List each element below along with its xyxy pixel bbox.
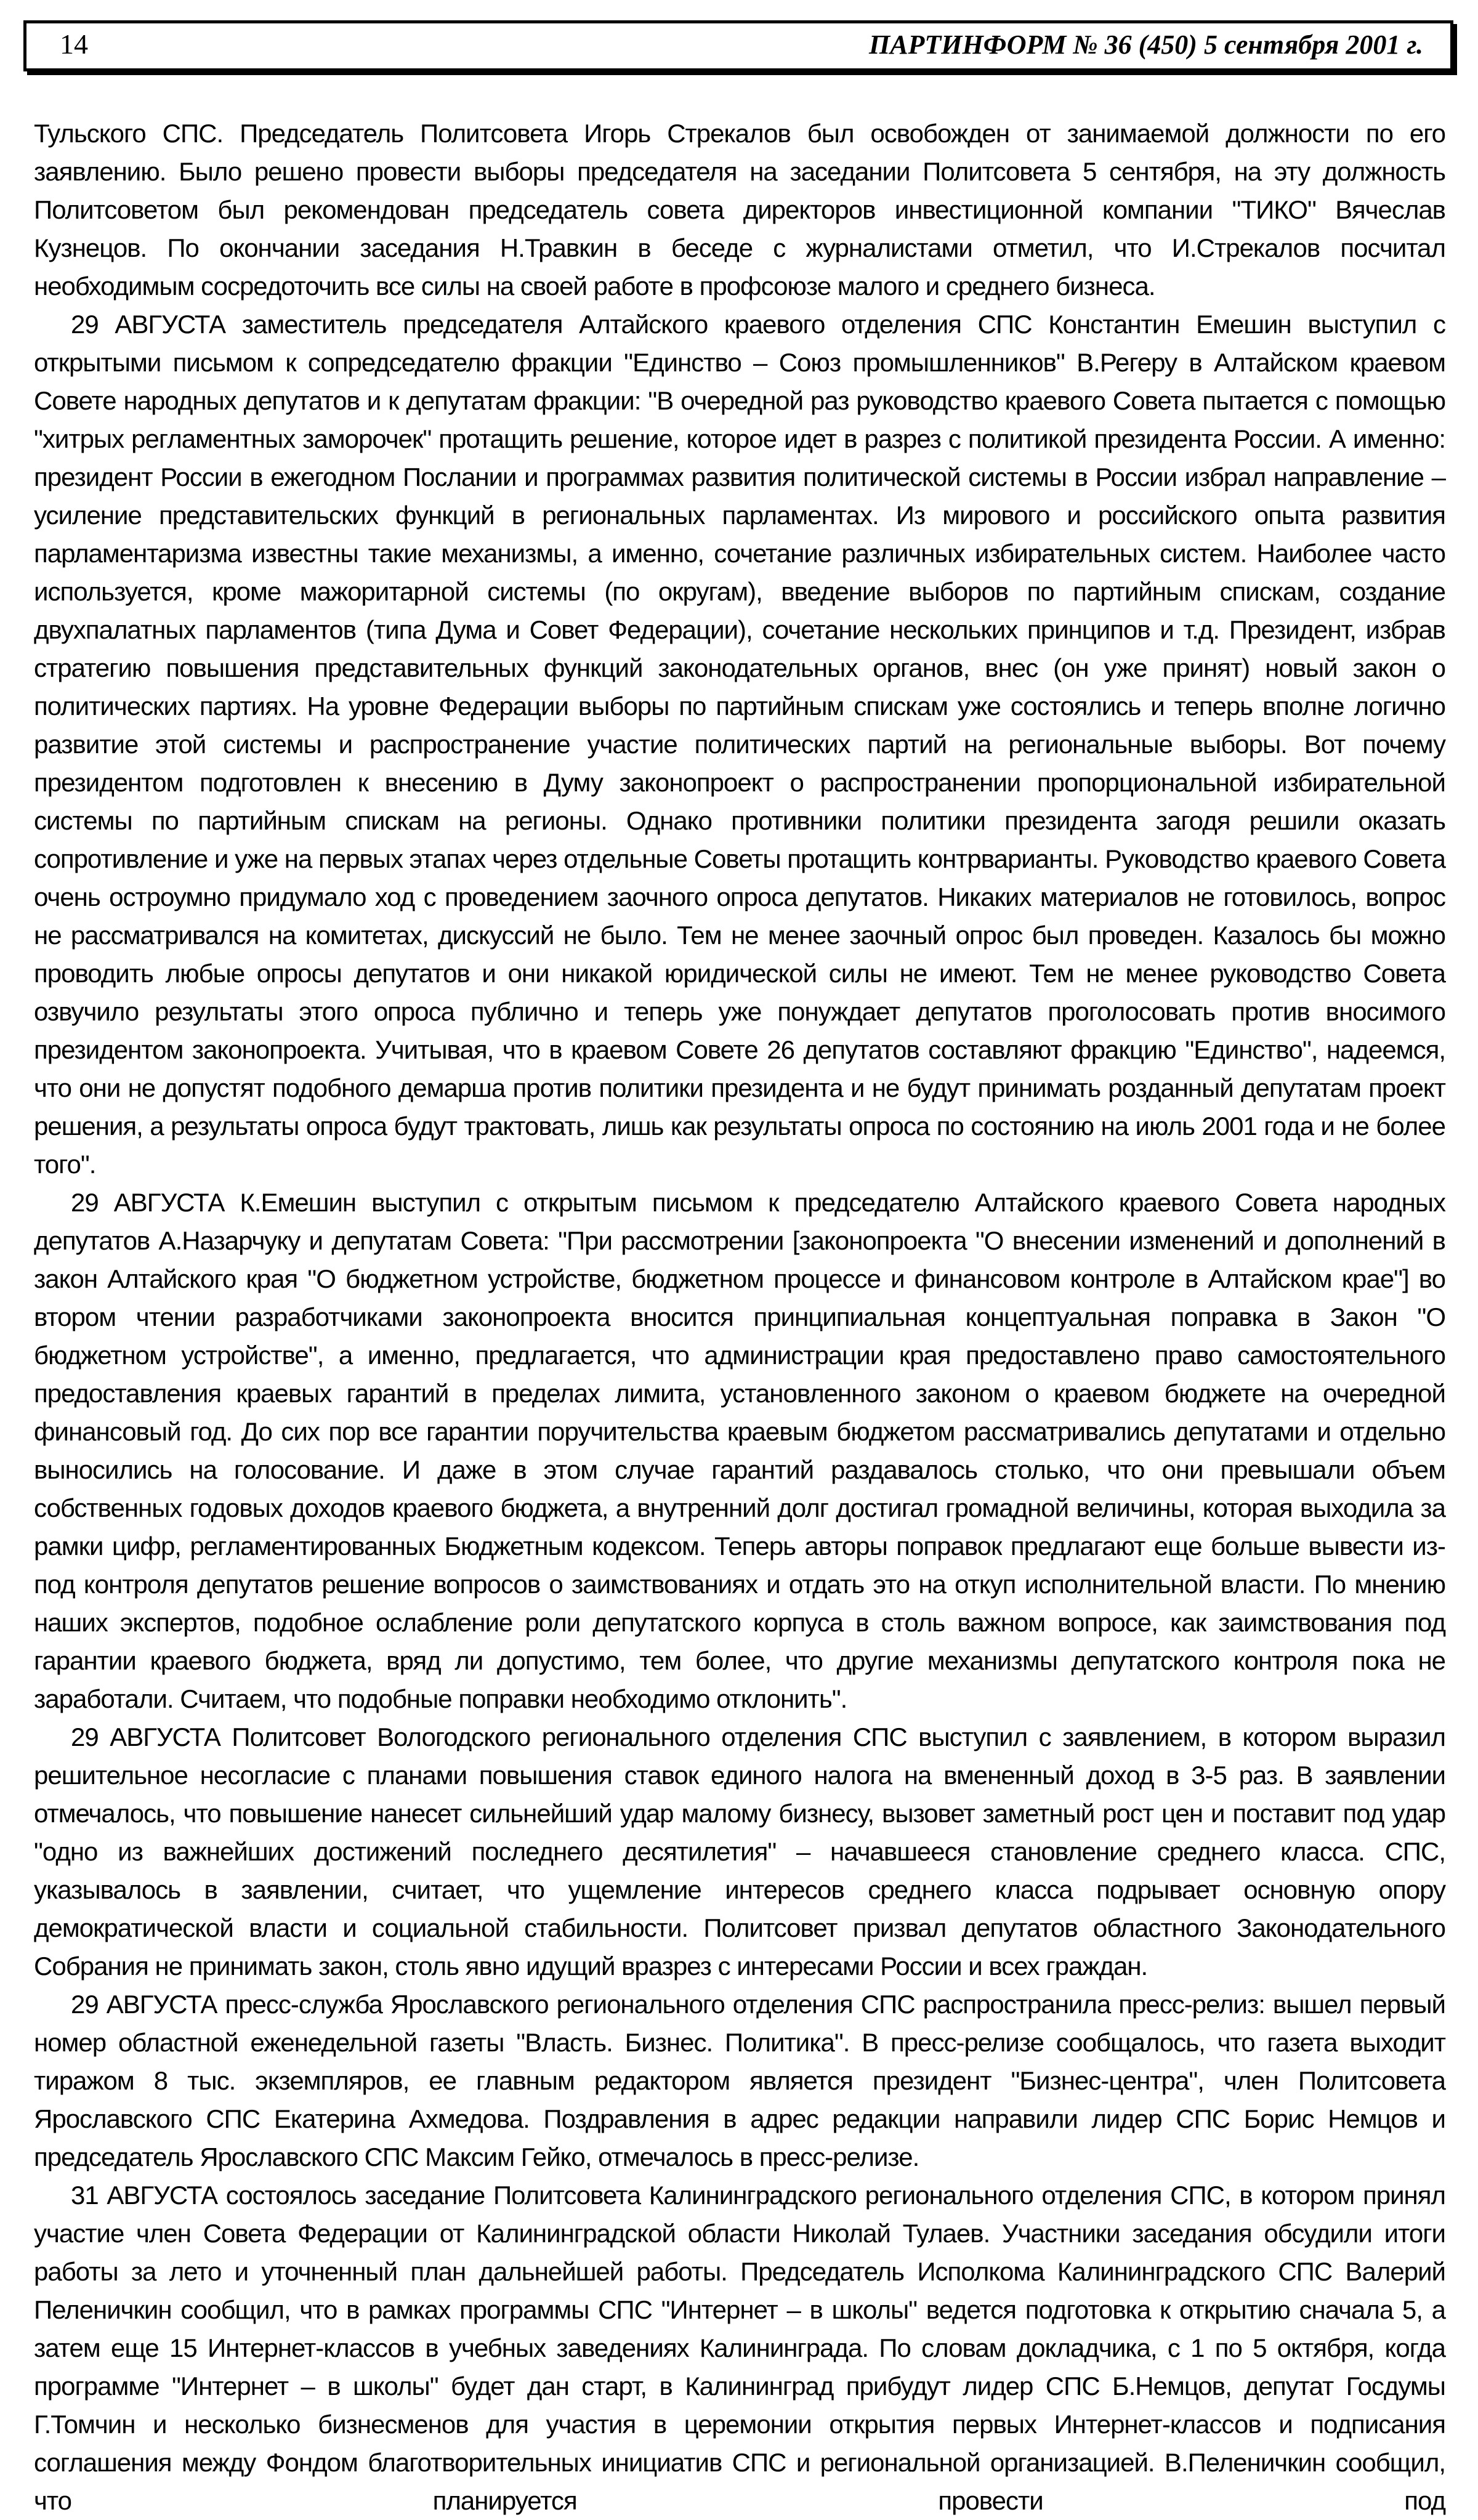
- paragraph-29-august-emeshin-letter-1: 29 АВГУСТА заместитель председателя Алтайского краевого отделения СПС Константин Емешин выступил с открытыми письмом к сопредседателю фракции "Единство – Союз промышленников" В.Регеру в Алтайском краевом Совете народных депутатов и к депутатам фракции: "В очередной раз руководство краевого Совета пытается с помощью "хитрых регламентных заморочек" протащить решение, которое идет в разрез с политикой президента России. А именно: президент России в ежегодном Послании и программах развития политической системы в России избрал направление – усиление представительских функций в региональных парламентах. Из мирового и российского опыта развития парламентаризма известны такие механизмы, а именно, сочетание различных избирательных систем. Наиболее часто используется, кроме мажоритарной системы (по округам), введение выборов по партийным спискам, создание двухпалатных парламентов (типа Дума и Совет Федерации), сочетание нескольких принципов и т.д. Президент, избрав стратегию повышения представительных функций законодательных органов, внес (он уже принят) новый закон о политических партиях. На уровне Федерации выборы по партийным спискам уже состоялись и теперь вполне логично развитие этой системы и распространение участие политических партий на региональные выборы. Вот почему президентом подготовлен к внесению в Думу законопроект о распространении пропорциональной избирательной системы по партийным спискам на регионы. Однако противники политики президента загодя решили оказать сопротивление и уже на первых этапах через отдельные Советы протащить контрварианты. Руководство краевого Совета очень остроумно придумало ход с проведением заочного опроса депутатов. Никаких материалов не готовилось, вопрос не рассматривался на комитетах, дискуссий не было. Тем не менее заочный опрос был проведен. Казалось бы можно проводить любые опросы депутатов и они никакой юридической силы не имеют. Тем не менее руководство Совета озвучило результаты этого опроса публично и теперь уже понуждает депутатов проголосовать против вносимого президентом законопроекта. Учитывая, что в краевом Совете 26 депутатов составляют фракцию "Единство", надеемся, что они не допустят подобного демарша против политики президента и не будут принимать розданный депутатам проект решения, а результаты опроса будут трактовать, лишь как результаты опроса по состоянию на июль 2001 года и не более того".: [34, 310, 1445, 1179]
- paragraph-29-august-emeshin-letter-2: 29 АВГУСТА К.Емешин выступил с открытым письмом к председателю Алтайского краевого Совета народных депутатов А.Назарчуку и депутатам Совета: "При рассмотрении [законопроекта "О внесении изменений и дополнений в закон Алтайского края "О бюджетном устройстве, бюджетном процессе и финансовом контроле в Алтайском крае"] во втором чтении разработчиками законопроекта вносится принципиальная концептуальная поправка в Закон "О бюджетном устройстве", а именно, предлагается, что администрации края предоставлено право самостоятельного предоставления краевых гарантий в пределах лимита, установленного законом о краевом бюджете на очередной финансовый год. До сих пор все гарантии поручительства краевым бюджетом рассматривались депутатами и отдельно выносились на голосование. И даже в этом случае гарантий раздавалось столько, что они превышали объем собственных годовых доходов краевого бюджета, а внутренний долг достигал громадной величины, которая выходила за рамки цифр, регламентированных Бюджетным кодексом. Теперь авторы поправок предлагают еще больше вывести из-под контроля депутатов решение вопросов о заимствованиях и отдать это на откуп исполнительной власти. По мнению наших экспертов, подобное ослабление роли депутатского корпуса в столь важном вопросе, как заимствования под гарантии краевого бюджета, вряд ли допустимо, тем более, что другие механизмы депутатского контроля пока не заработали. Считаем, что подобные поправки необходимо отклонить".: [34, 1188, 1445, 1713]
- paragraph-29-august-vologda-statement: 29 АВГУСТА Политсовет Вологодского регионального отделения СПС выступил с заявлением, в котором выразил решительное несогласие с планами повышения ставок единого налога на вмененный доход в 3-5 раз. В заявлении отмечалось, что повышение нанесет сильнейший удар малому бизнесу, вызовет заметный рост цен и поставит под удар "одно из важнейших достижений последнего десятилетия" – начавшееся становление среднего класса. СПС, указывалось в заявлении, считает, что ущемление интересов среднего класса подрывает основную опору демократической власти и социальной стабильности. Политсовет призвал депутатов областного Законодательного Собрания не принимать закон, столь явно идущий вразрез с интересами России и всех граждан.: [34, 1722, 1445, 1981]
- paragraph-continuation: Тульского СПС. Председатель Политсовета Игорь Стрекалов был освобожден от занимаемой должности по его заявлению. Было решено провести выборы председателя на заседании Политсовета 5 сентября, на эту должность Политсоветом был рекомендован председатель совета директоров инвестиционной компании "ТИКО" Вячеслав Кузнецов. По окончании заседания Н.Травкин в беседе с журналистами отметил, что И.Стрекалов посчитал необходимым сосредоточить все силы на своей работе в профсоюзе малого и среднего бизнеса.: [34, 119, 1445, 301]
- article-body: [34, 115, 1445, 2520]
- paragraph-29-august-yaroslavl-press-release: 29 АВГУСТА пресс-служба Ярославского регионального отделения СПС распространила пресс-релиз: вышел первый номер областной еженедельной газеты "Власть. Бизнес. Политика". В пресс-релизе сообщалось, что газета выходит тиражом 8 тыс. экземпляров, ее главным редактором является президент "Бизнес-центра", член Политсовета Ярославского СПС Екатерина Ахмедова. Поздравления в адрес редакции направили лидер СПС Борис Немцов и председатель Ярославского СПС Максим Гейко, отмечалось в пресс-релизе.: [34, 1990, 1445, 2171]
- page-number: 14: [60, 28, 88, 60]
- header-title: ПАРТИНФОРМ № 36 (450) 5 сентября 2001 г.: [868, 30, 1423, 60]
- paragraph-31-august-kaliningrad-meeting: 31 АВГУСТА состоялось заседание Политсовета Калининградского регионального отделения СПС, в котором принял участие член Совета Федерации от Калининградской области Николай Тулаев. Участники заседания обсудили итоги работы за лето и уточненный план дальнейшей работы. Председатель Исполкома Калининградского СПС Валерий Пеленичкин сообщил, что в рамках программы СПС "Интернет – в школы" ведется подготовка к открытию сначала 5, а затем еще 15 Интернет-классов в учебных заведениях Калининграда. По словам докладчика, с 1 по 5 октября, когда программе "Интернет – в школы" будет дан старт, в Калининград прибудут лидер СПС Б.Немцов, депутат Госдумы Г.Томчин и несколько бизнесменов для участия в церемонии открытия первых Интернет-классов и подписания соглашения между Фондом благотворительных инициатив СПС и региональной организацией. В.Пеленичкин сообщил, что планируется провести под: [34, 2181, 1445, 2515]
- page-header: [23, 20, 1453, 71]
